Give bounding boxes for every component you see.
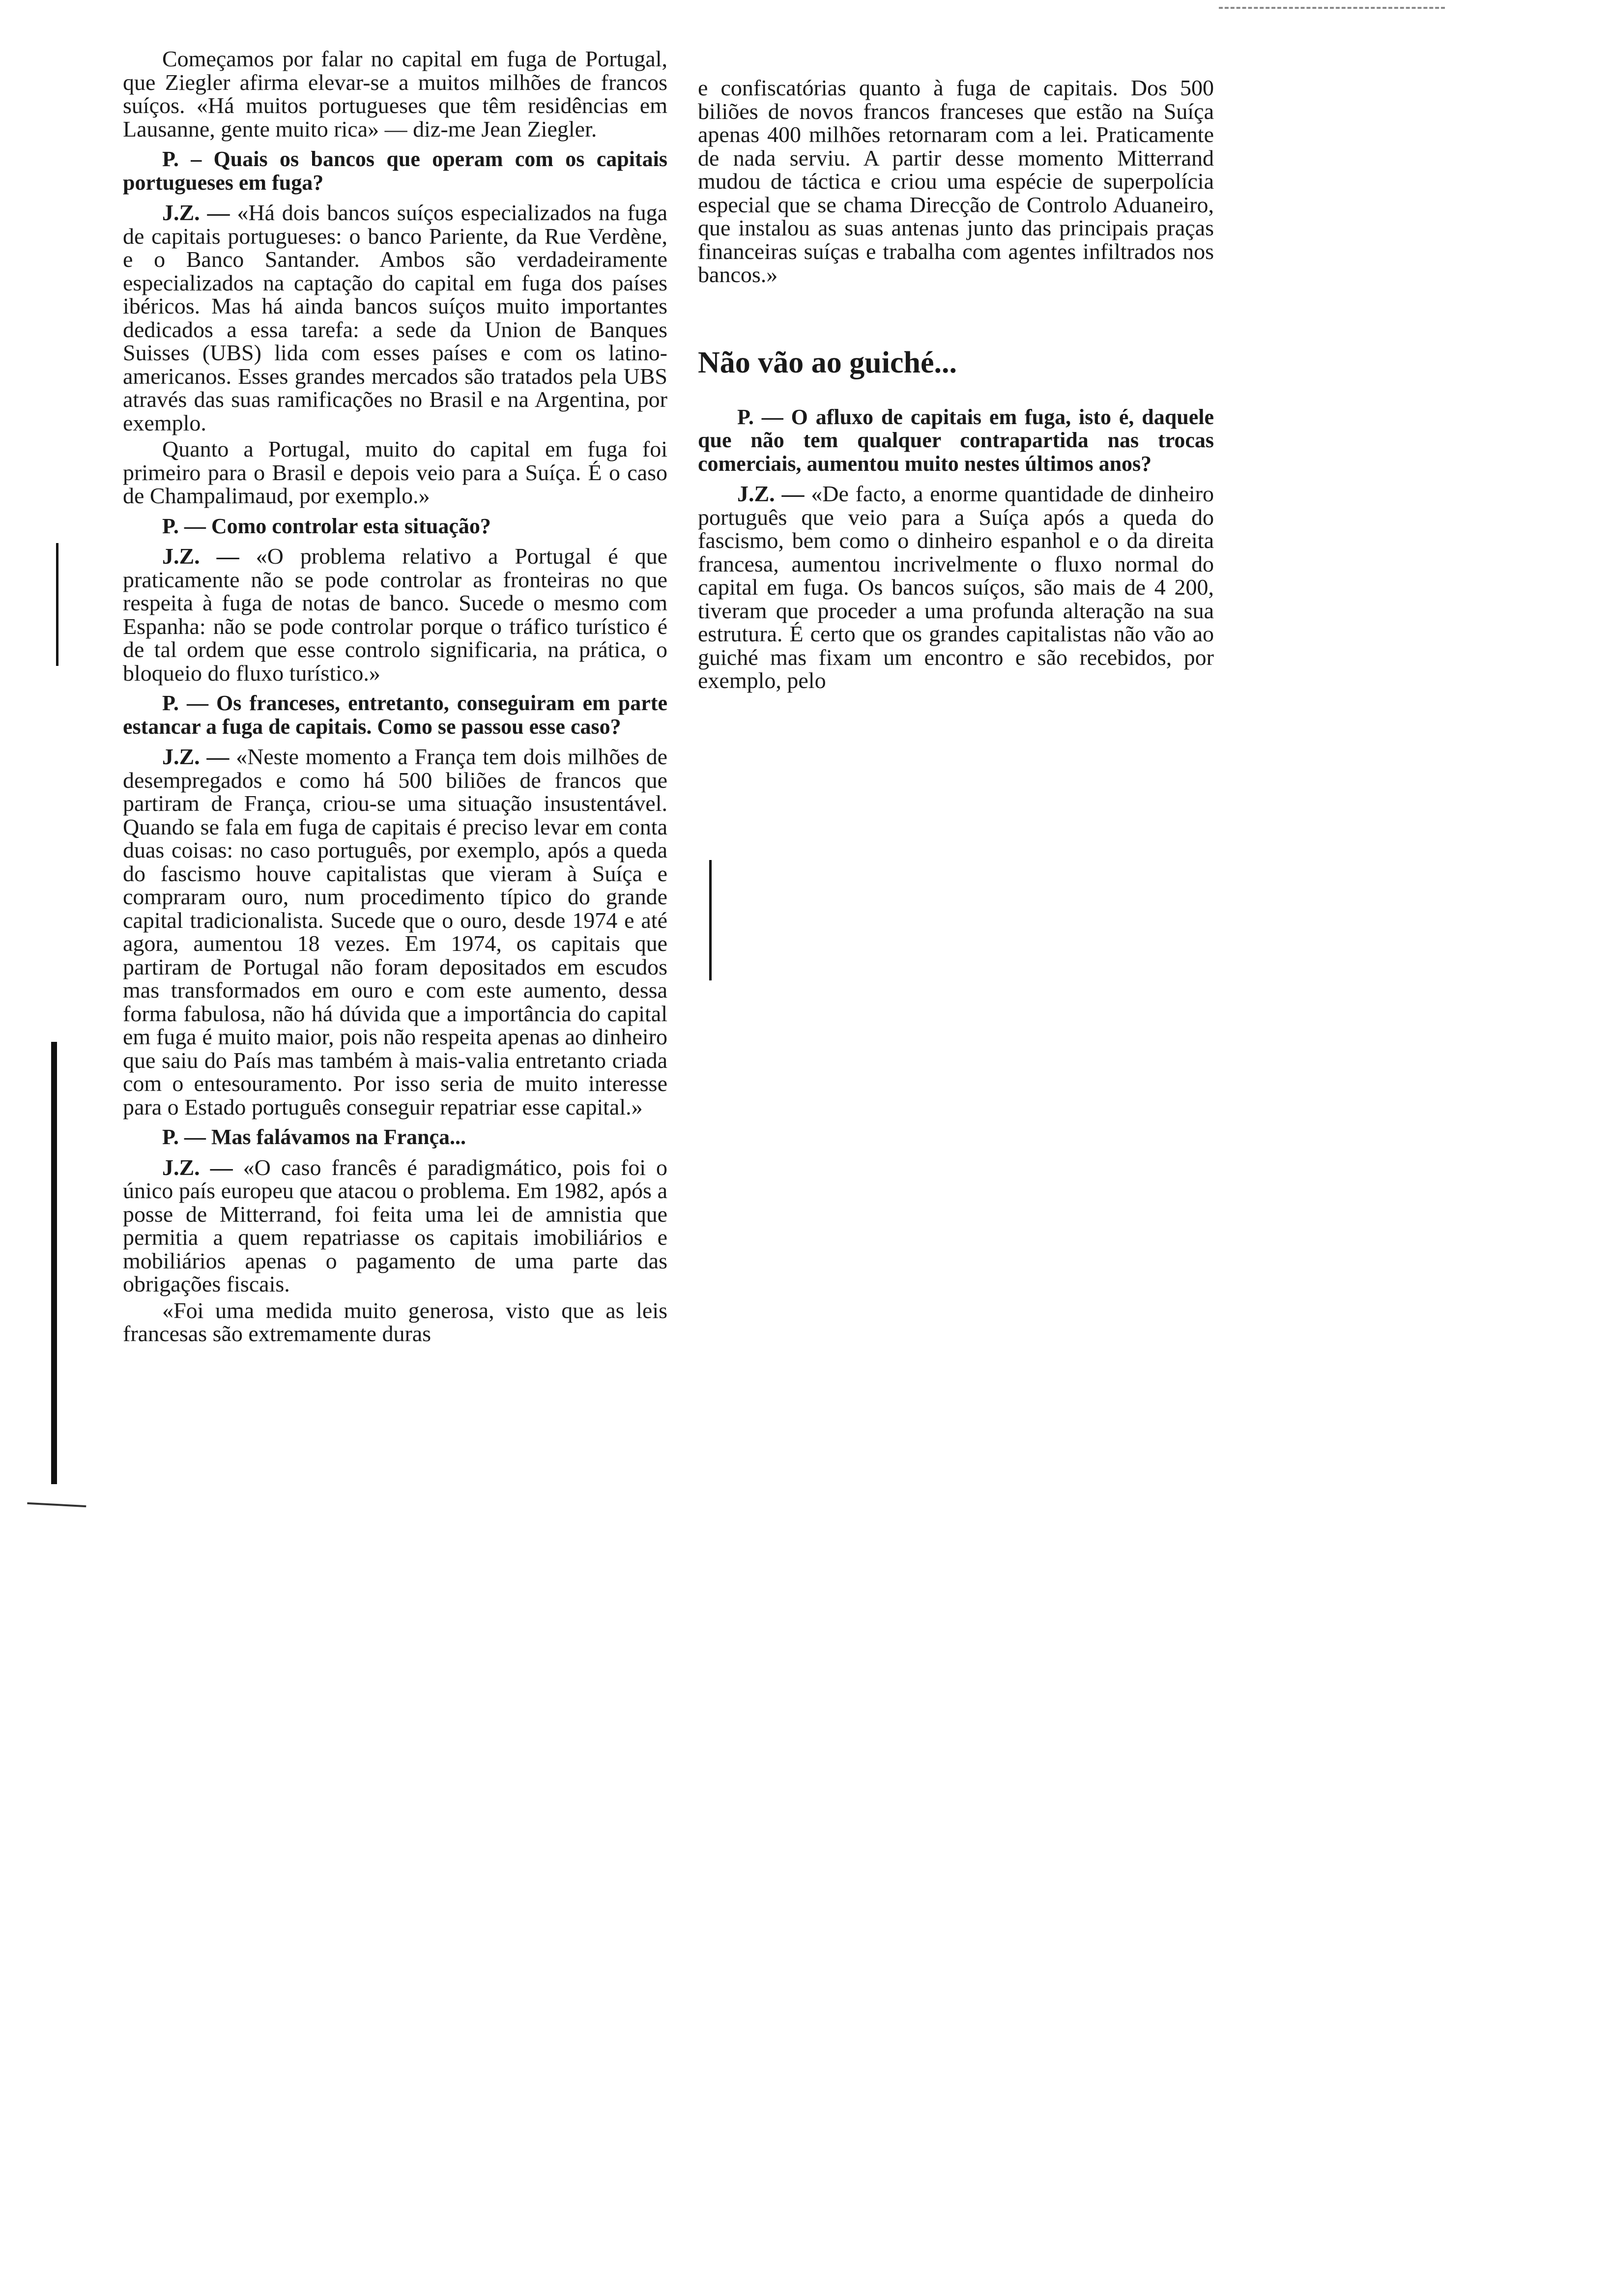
- question: P. — O afluxo de capitais em fuga, isto é, daquele que não tem qualquer contrapartida nas trocas comerciais, aumentou muito nestes últimos anos?: [698, 404, 1214, 476]
- answer-text: «O caso francês é paradigmático, pois foi o único país europeu que atacou o problema. Em 1982, após a posse de Mitterrand, foi feita uma lei de amnistia que permitia a quem repatriasse os capitais imobiliários e mobiliários apenas o pagamento de uma parte das obrigações fiscais.: [123, 1154, 667, 1296]
- article-column-left: [123, 47, 667, 1350]
- margin-mark: [27, 1502, 86, 1513]
- speaker-label: J.Z. —: [162, 544, 239, 569]
- answer-text: «O problema relativo a Portugal é que praticamente não se pode controlar as fronteiras no que respeita à fuga de notas de banco. Sucede o mesmo com Espanha: não se pode controlar porque o tráfico turístico é de tal ordem que esse controlo significaria, na prática, o bloqueio do fluxo turístico.»: [123, 544, 667, 686]
- question: P. — Os franceses, entretanto, conseguiram em parte estancar a fuga de capitais. Como se passou esse caso?: [123, 691, 667, 739]
- answer: [123, 201, 667, 434]
- subheading: Não vão ao guiché...: [698, 345, 957, 379]
- answer: [123, 1156, 667, 1296]
- answer: [123, 545, 667, 685]
- answer-text: «De facto, a enorme quantidade de dinheiro português que veio para a Suíça após a queda do fascismo, bem como o dinheiro espanhol e o da direita francesa, aumentou incrivelmente o fluxo normal do capital em fuga. Os bancos suíços, são mais de 4 200, tiveram que proceder a uma profunda alteração na sua estrutura. É certo que os grandes capitalistas não vão ao guiché mas fixam um encontro e são recebidos, por exemplo, pelo: [698, 481, 1214, 693]
- margin-mark: [51, 1042, 57, 1484]
- answer-text: «Neste momento a França tem dois milhões de desempregados e como há 500 biliões de francos que partiram de França, criou-se uma situação insustentável. Quando se fala em fuga de capitais é preciso levar em conta duas coisas: no caso português, por exemplo, após a queda do fascismo houve capitalistas que vieram à Suíça e compraram ouro, num procedimento típico do grande capital tradicionalista. Sucede que o ouro, desde 1974 e até agora, aumentou 18 vezes. Em 1974, os capitais que partiram de Portugal não foram depositados em escudos mas transformados em ouro e com este aumento, dessa forma fabulosa, não há dúvida que a importância do capital em fuga é muito maior, pois não respeita apenas ao dinheiro que saiu do País mas também à mais-valia entretanto criada com o entesouramento. Por isso seria de muito interesse para o Estado português conseguir repatriar esse capital.»: [123, 744, 667, 1119]
- question: P. – Quais os bancos que operam com os capitais portugueses em fuga?: [123, 147, 667, 195]
- question: P. — Mas falávamos na França...: [162, 1125, 466, 1149]
- paragraph: Quanto a Portugal, muito do capital em fuga foi primeiro para o Brasil e depois veio para a Suíça. É o caso de Champalimaud, por exemplo.»: [123, 436, 667, 508]
- paragraph: Começamos por falar no capital em fuga de Portugal, que Ziegler afirma elevar-se a muitos milhões de francos suíços. «Há muitos portugueses que têm residências em Lausanne, gente muito rica» — diz-me Jean Ziegler.: [123, 46, 667, 142]
- speaker-label: J.Z. —: [162, 744, 230, 769]
- paragraph: e confiscatórias quanto à fuga de capitais. Dos 500 biliões de novos francos franceses que estão na Suíça apenas 400 milhões retornaram com a lei. Praticamente de nada serviu. A partir desse momento Mitterrand mudou de táctica e criou uma espécie de superpolícia especial que se chama Direcção de Controlo Aduaneiro, que instalou as suas antenas junto das principais praças financeiras suíças e trabalha com agentes infiltrados nos bancos.»: [698, 75, 1214, 287]
- answer: [123, 745, 667, 1119]
- answer-text: «Há dois bancos suíços especializados na fuga de capitais portugueses: o banco Pariente, da Rue Verdène, e o Banco Santander. Ambos são verdadeiramente especializados na captação do capital em fuga dos países ibéricos. Mas há ainda bancos suíços muito importantes dedicados a essa tarefa: a sede da Union de Banques Suisses (UBS) lida com esses países e com os latino-americanos. Esses grandes mercados são tratados pela UBS através das suas ramificações no Brasil e na Argentina, por exemplo.: [123, 200, 668, 435]
- margin-mark: [709, 860, 712, 980]
- paragraph: «Foi uma medida muito generosa, visto que as leis francesas são extremamente duras: [123, 1297, 667, 1346]
- answer: [698, 482, 1214, 692]
- scan-edge-line: [1219, 7, 1445, 9]
- speaker-label: J.Z. —: [162, 1154, 233, 1180]
- speaker-label: J.Z. —: [737, 481, 805, 506]
- article-column-right: [698, 76, 1214, 695]
- question: P. — Como controlar esta situação?: [162, 514, 491, 538]
- margin-mark: [56, 543, 58, 666]
- speaker-label: J.Z. —: [162, 200, 230, 225]
